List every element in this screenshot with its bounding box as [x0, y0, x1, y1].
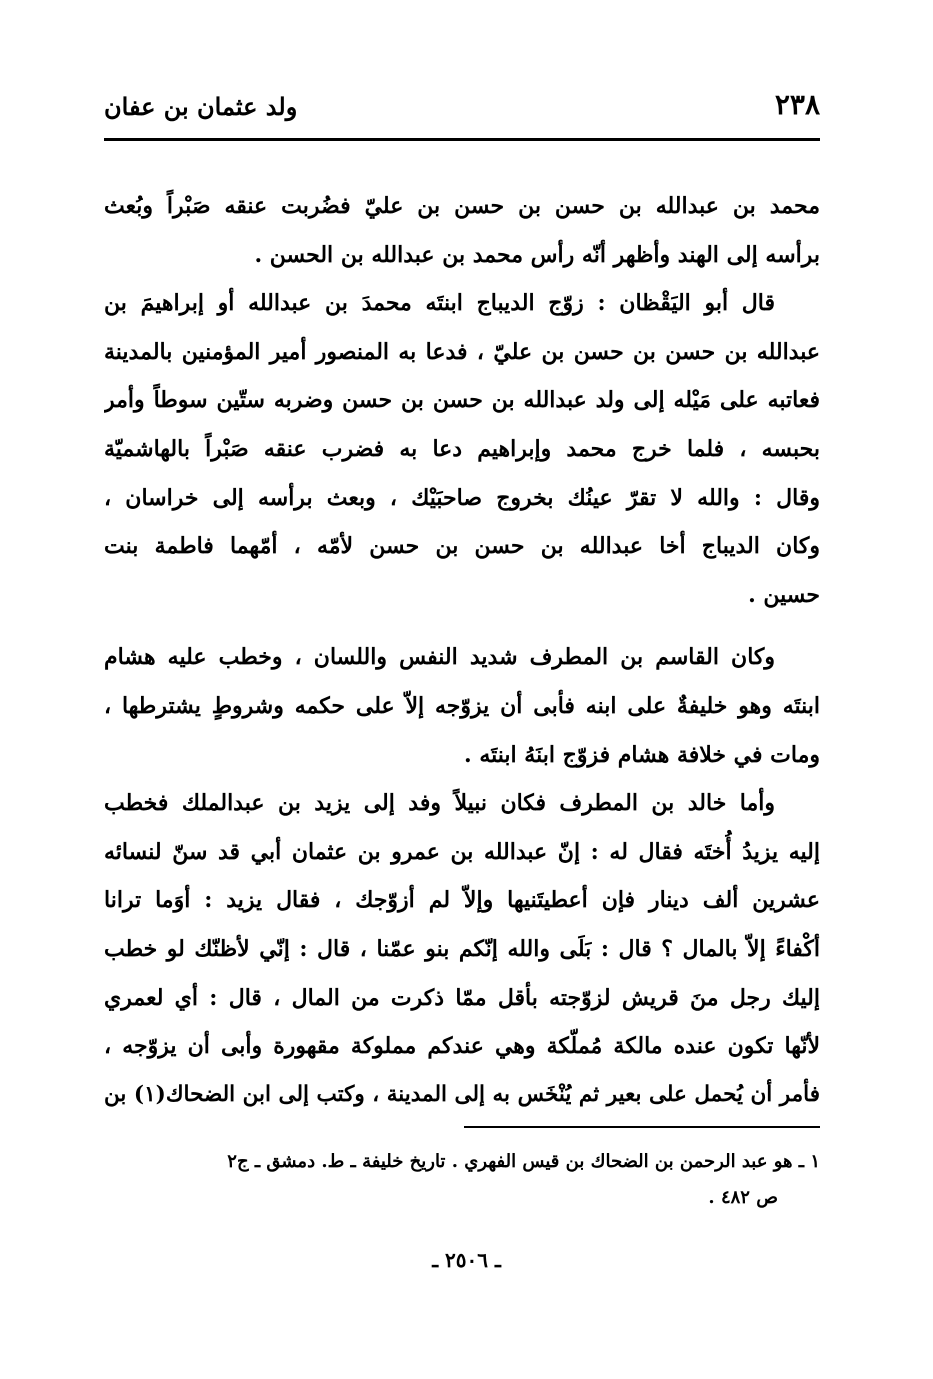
footnote-rule: [464, 1126, 820, 1128]
text-line: إليك رجل منَ قريش لزوّجته بأقل ممّا ذكرت من المال ، قال : أي لعمري: [104, 984, 820, 1011]
footnote-line: ١ ـ هو عبد الرحمن بن الضحاك بن قيس الفهري . تاريخ خليفة ـ ط. دمشق ـ ج٢: [227, 1151, 820, 1172]
header-rule: [104, 138, 820, 141]
text-line: وأما خالد بن المطرف فكان نبيلاً وفد إلى يزيد بن عبدالملك فخطب: [104, 790, 775, 817]
text-line: محمد بن عبدالله بن حسن بن حسن بن عليّ فضُربت عنقه صَبْراً وبُعث: [104, 193, 820, 219]
text-line: عبدالله بن حسن بن حسن بن عليّ ، فدعا به المنصور أمير المؤمنين بالمدينة: [104, 338, 820, 365]
paragraph-gap: [104, 619, 820, 633]
body-text: [104, 182, 820, 1119]
text-line: أكْفاءً إلاّ بالمال ؟ قال : بَلَى والله إنّكم بنو عمّنا ، قال : إنّي لأظنّك لو خطب: [104, 935, 820, 962]
text-line: عشرين ألف دينار فإن أعطيتَنيها وإلاّ لم أزوّجك ، فقال يزيد : أوَما ترانا: [104, 887, 820, 914]
text-line: فعاتبه على مَيْله إلى ولد عبدالله بن حسن بن حسن وضربه ستّين سوطاً وأمر: [104, 387, 820, 414]
running-title: ولد عثمان بن عفان: [104, 92, 298, 121]
text-line: حسين .: [748, 581, 820, 608]
text-line: قال أبو اليَقْظان : زوّج الديباج ابنتَه محمدَ بن عبدالله أو إبراهيمَ بن: [104, 290, 775, 317]
text-line: ومات في خلافة هشام فزوّج ابنَهُ ابنتَه .: [464, 741, 820, 768]
text-line: وكان القاسم بن المطرف شديد النفس واللسان ، وخطب عليه هشام: [104, 644, 775, 671]
text-line: إليه يزيدُ أُختَه فقال له : إنّ عبدالله بن عمرو بن عثمان أبي قد سنّ لنسائه: [104, 838, 820, 865]
text-line: لأنّها تكون عنده مالكة مُملّكة وهي عندكم مملوكة مقهورة وأبى أن يزوّجه ،: [104, 1033, 820, 1060]
page-number: ٢٣٨: [774, 88, 820, 121]
text-line: ابنتَه وهو خليفةٌ على ابنه فأبى أن يزوّجه إلاّ على حكمه وشروطٍ يشترطها ،: [104, 692, 820, 719]
text-line: بحبسه ، فلما خرج محمد وإبراهيم دعا به فضرب عنقه صَبْراً بالهاشميّة: [104, 435, 820, 462]
page-header: [104, 88, 820, 128]
text-line: فأمر أن يُحمل على بعير ثم يُنْخَس به إلى المدينة ، وكتب إلى ابن الضحاك(١) بن: [104, 1081, 820, 1107]
text-line: وكان الديباج أخا عبدالله بن حسن بن حسن لأمّه ، أمّهما فاطمة بنت: [104, 533, 820, 560]
page-footer-number: ـ ٢٥٠٦ ـ: [432, 1248, 501, 1272]
text-line: برأسه إلى الهند وأظهر أنّه رأس محمد بن عبدالله بن الحسن .: [254, 241, 820, 268]
text-line: وقال : والله لا تقرّ عينُك بخروج صاحبَيْك ، وبعث برأسه إلى خراسان ،: [104, 484, 820, 511]
footnotes: [104, 1144, 820, 1216]
footnote-line: ص ٤٨٢ .: [708, 1187, 778, 1208]
